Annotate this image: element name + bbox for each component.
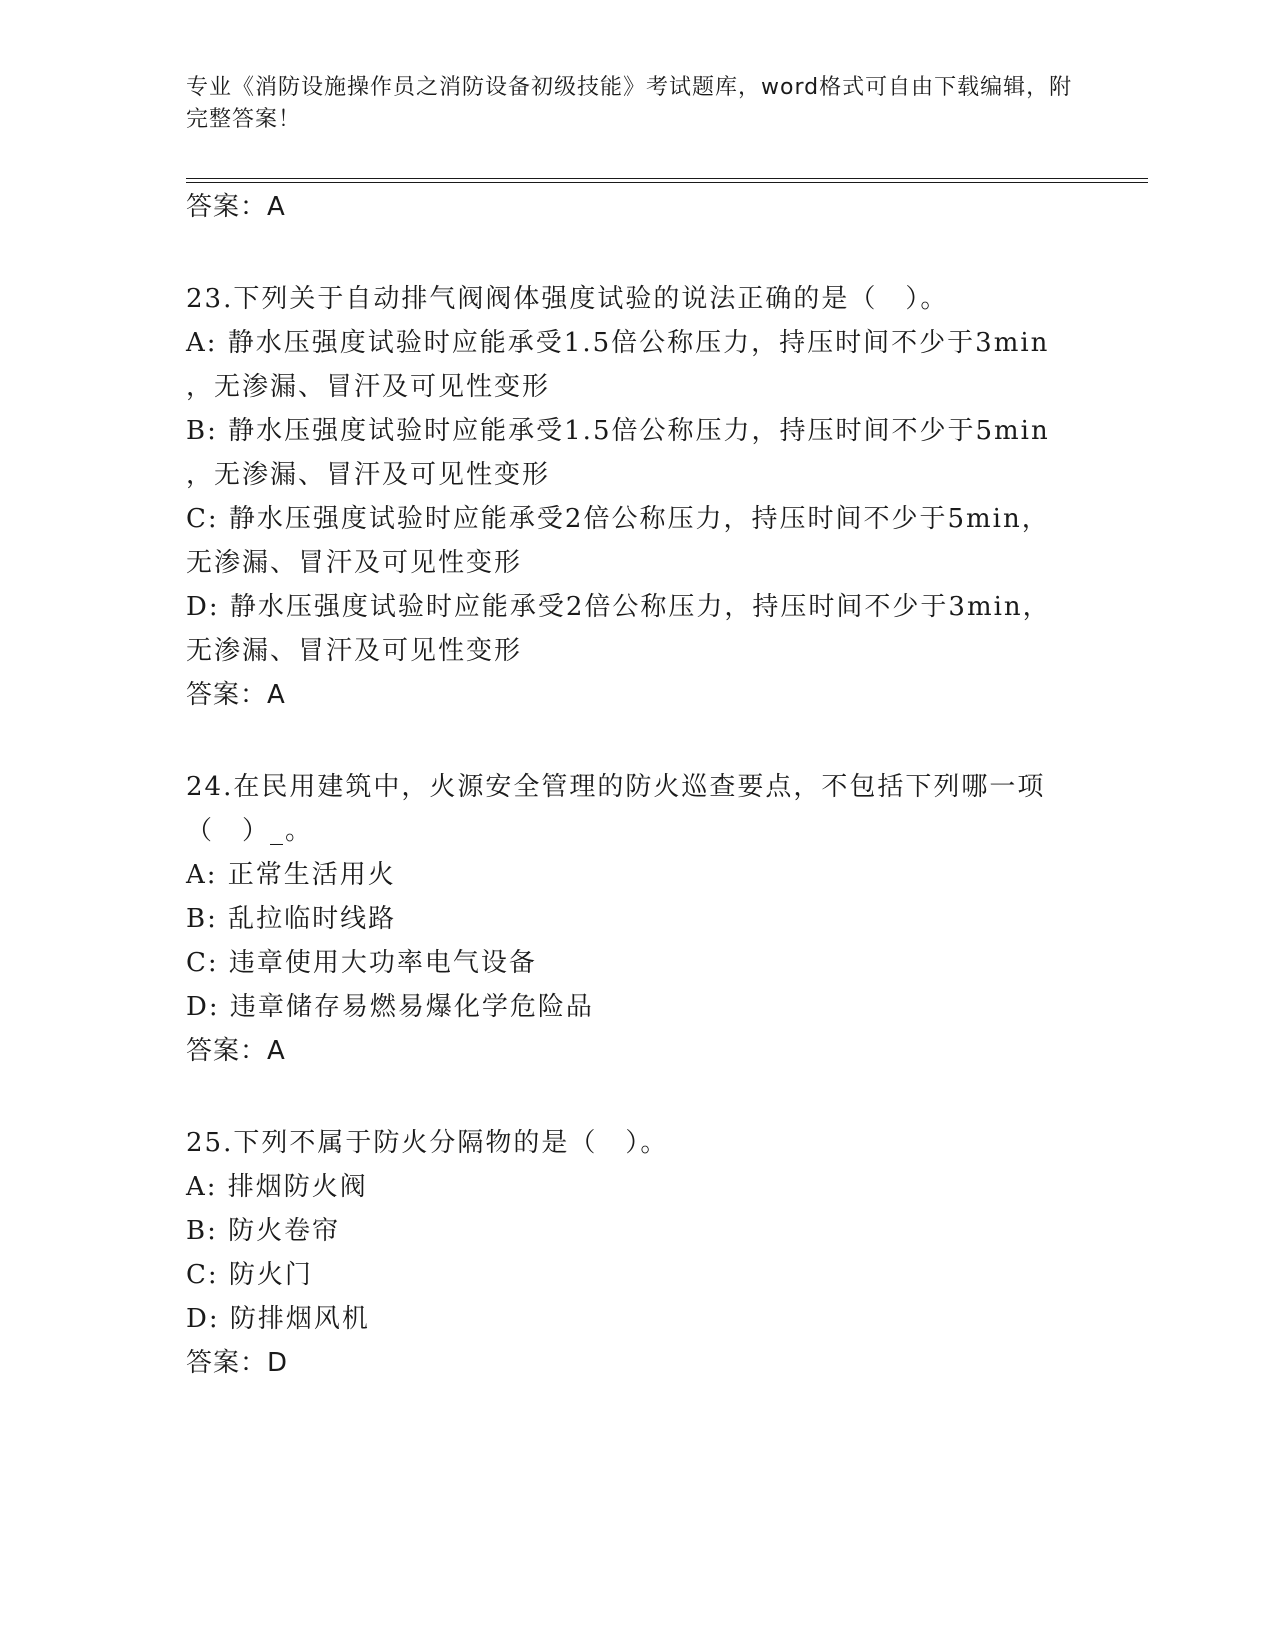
previous-answer: 答案：A	[186, 192, 286, 222]
q24-option-c: C: 违章使用大功率电气设备	[186, 948, 537, 978]
q24-option-d: D: 违章储存易燃易爆化学危险品	[186, 992, 594, 1022]
q25-answer: 答案：D	[186, 1348, 289, 1378]
q24-question-cont: （ ）_。	[186, 816, 314, 846]
q24-option-a: A: 正常生活用火	[186, 860, 396, 890]
q25-question: 25.下列不属于防火分隔物的是（ ）。	[186, 1128, 669, 1158]
q23-option-a: A: 静水压强度试验时应能承受1.5倍公称压力，持压时间不少于3min	[186, 328, 1050, 358]
q23-option-c-cont: 无渗漏、冒汗及可见性变形	[186, 548, 523, 578]
q24-question: 24.在民用建筑中，火源安全管理的防火巡查要点，不包括下列哪一项	[186, 772, 1046, 802]
q23-option-c: C: 静水压强度试验时应能承受2倍公称压力，持压时间不少于5min，	[186, 504, 1050, 534]
q25-option-d: D: 防排烟风机	[186, 1304, 370, 1334]
q25-option-c: C: 防火门	[186, 1260, 313, 1290]
q23-option-a-cont: ，无渗漏、冒汗及可见性变形	[186, 372, 551, 402]
q23-option-d: D: 静水压强度试验时应能承受2倍公称压力，持压时间不少于3min，	[186, 592, 1051, 622]
q25-option-b: B: 防火卷帘	[186, 1216, 341, 1246]
header-rule-bottom	[186, 182, 1148, 183]
q23-option-b: B: 静水压强度试验时应能承受1.5倍公称压力，持压时间不少于5min	[186, 416, 1050, 446]
q24-answer: 答案：A	[186, 1036, 286, 1066]
q23-question: 23.下列关于自动排气阀阀体强度试验的说法正确的是（ ）。	[186, 284, 949, 314]
q23-answer: 答案：A	[186, 680, 286, 710]
q23-option-b-cont: ，无渗漏、冒汗及可见性变形	[186, 460, 551, 490]
page-header: 专业《消防设施操作员之消防设备初级技能》考试题库，word格式可自由下载编辑，附完整答案！	[186, 75, 1073, 132]
q23-option-d-cont: 无渗漏、冒汗及可见性变形	[186, 636, 523, 666]
q25-option-a: A: 排烟防火阀	[186, 1172, 368, 1202]
q24-option-b: B: 乱拉临时线路	[186, 904, 397, 934]
header-rule-top	[186, 178, 1148, 179]
